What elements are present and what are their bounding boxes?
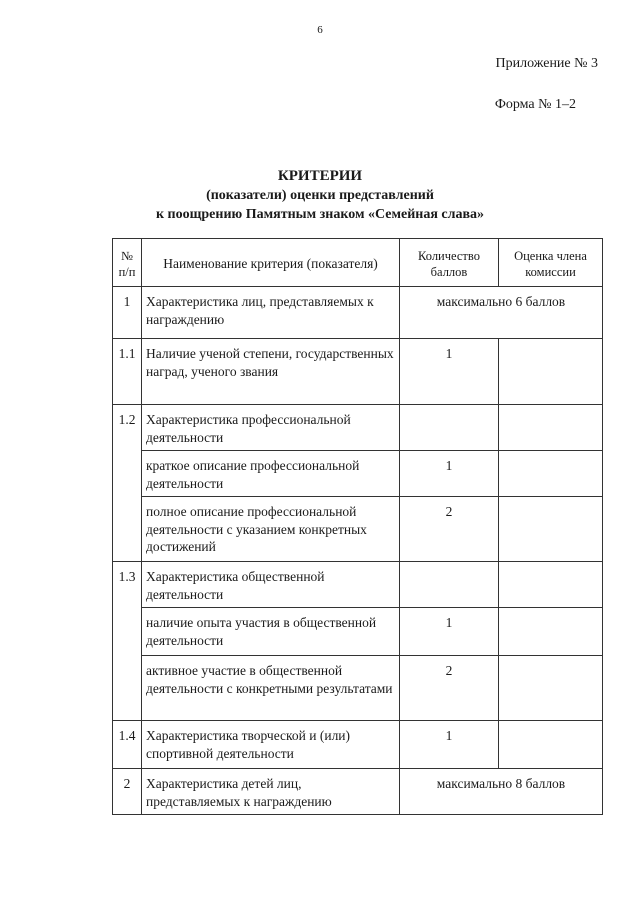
header-name: Наименование критерия (показателя) <box>142 239 400 287</box>
row-evaluation[interactable] <box>499 451 603 497</box>
title-line-2: (показатели) оценки представлений <box>206 188 434 203</box>
row-points: максимально 8 баллов <box>400 769 603 815</box>
row-points: 2 <box>400 656 499 721</box>
row-name: полное описание профессиональной деятельности с указанием конкретных достижений <box>142 497 400 562</box>
row-points: 1 <box>400 608 499 656</box>
header-num: № п/п <box>113 239 142 287</box>
table-row <box>113 721 603 769</box>
row-evaluation[interactable] <box>499 721 603 769</box>
row-name: краткое описание профессиональной деятельности <box>142 451 400 497</box>
row-num: 1.3 <box>113 562 142 721</box>
table-row <box>113 451 603 497</box>
header-evaluation: Оценка члена комиссии <box>499 239 603 287</box>
row-name: Наличие ученой степени, государственных наград, ученого звания <box>142 339 400 405</box>
row-num: 1.4 <box>113 721 142 769</box>
row-name: Характеристика творческой и (или) спортивной деятельности <box>142 721 400 769</box>
row-name: Характеристика профессиональной деятельности <box>142 405 400 451</box>
row-name: Характеристика общественной деятельности <box>142 562 400 608</box>
table-row <box>113 287 603 339</box>
row-points: 1 <box>400 339 499 405</box>
row-evaluation[interactable] <box>499 608 603 656</box>
row-points <box>400 405 499 451</box>
page-number: 6 <box>317 24 323 36</box>
document-title <box>0 167 640 224</box>
row-evaluation[interactable] <box>499 339 603 405</box>
row-num: 1.1 <box>113 339 142 405</box>
table-row <box>113 562 603 608</box>
row-points <box>400 562 499 608</box>
row-num: 2 <box>113 769 142 815</box>
row-points: 2 <box>400 497 499 562</box>
row-points: 1 <box>400 721 499 769</box>
row-name: наличие опыта участия в общественной деятельности <box>142 608 400 656</box>
row-points: максимально 6 баллов <box>400 287 603 339</box>
table-row <box>113 608 603 656</box>
criteria-table <box>112 238 603 815</box>
row-num: 1.2 <box>113 405 142 562</box>
row-name: Характеристика лиц, представляемых к награждению <box>142 287 400 339</box>
table-row <box>113 339 603 405</box>
appendix-label: Приложение № 3 <box>495 56 598 71</box>
row-name: Характеристика детей лиц, представляемых к награждению <box>142 769 400 815</box>
row-points: 1 <box>400 451 499 497</box>
row-evaluation[interactable] <box>499 562 603 608</box>
row-name: активное участие в общественной деятельности с конкретными результатами <box>142 656 400 721</box>
title-line-1: КРИТЕРИИ <box>277 168 363 184</box>
table-row <box>113 769 603 815</box>
row-evaluation[interactable] <box>499 405 603 451</box>
table-row <box>113 497 603 562</box>
table-row <box>113 405 603 451</box>
row-evaluation[interactable] <box>499 656 603 721</box>
row-num: 1 <box>113 287 142 339</box>
row-evaluation[interactable] <box>499 497 603 562</box>
form-number: Форма № 1–2 <box>494 97 576 112</box>
header-points: Количество баллов <box>400 239 499 287</box>
table-row <box>113 656 603 721</box>
title-line-3: к поощрению Памятным знаком «Семейная слава» <box>155 207 485 222</box>
